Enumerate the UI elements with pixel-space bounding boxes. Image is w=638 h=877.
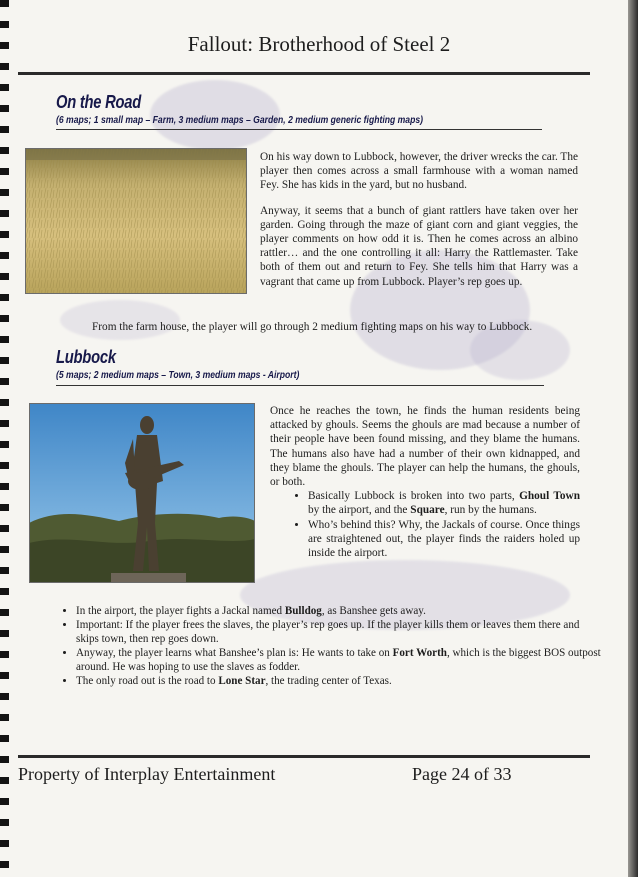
paragraph: Anyway, it seems that a bunch of giant rattlers have taken over her garden. Going through the maze of giant corn and giant veggies, the player comments on how odd it is. Then he comes across an albino rattler… and the one controlling it all: Harry the Rattlemaster. Take both of them out and return to Fey. She tells him that Harry was a vagrant that came up from Lubbock. Player’s rep goes up. xyxy=(260,204,578,288)
on-the-road-body xyxy=(260,150,578,300)
footer-rule xyxy=(18,755,590,758)
footer-page-number: Page 24 of 33 xyxy=(412,764,512,784)
list-item: • Anyway, the player learns what Banshee’s plan is: He wants to take on Fort Worth, which is the biggest BOS outpost around. He was hoping to use the slaves as fodder. xyxy=(76,646,602,674)
header-rule xyxy=(18,72,590,75)
list-item: • In the airport, the player fights a Jackal named Bulldog, as Banshee gets away. xyxy=(76,604,602,618)
page-header: Fallout: Brotherhood of Steel 2 xyxy=(187,32,451,56)
lubbock-body xyxy=(270,404,580,560)
on-the-road-closing: From the farm house, the player will go through 2 medium fighting maps on his way to Lubbock. xyxy=(92,321,533,333)
guitar-statue-photo xyxy=(29,403,255,583)
section-subtitle-on-the-road: (6 maps; 1 small map – Farm, 3 medium maps – Garden, 2 medium generic fighting maps) xyxy=(56,114,424,126)
list-item: • Who’s behind this? Why, the Jackals of course. Once things are straightened out, the player finds the raiders holed up inside the airport. xyxy=(308,518,580,561)
paragraph: Once he reaches the town, he finds the human residents being attacked by ghouls. Seems the ghouls are mad because a number of their people have been found missing, and they blame the humans. The humans also have had a number of their own kidnapped, and they blame the ghouls. The player can help the humans, the ghouls, or both. xyxy=(270,405,580,489)
list-item: • Important: If the player frees the slaves, the player’s rep goes up. If the player kills them or leaves them there and skips town, then rep goes down. xyxy=(76,618,602,646)
paragraph: On his way down to Lubbock, however, the driver wrecks the car. The player then comes across a small farmhouse with a woman named Fey. She has kids in the yard, but no husband. xyxy=(260,151,578,192)
footer-property: Property of Interplay Entertainment xyxy=(18,764,276,784)
section-title-on-the-road: On the Road xyxy=(56,92,142,112)
section-underline xyxy=(56,385,544,386)
spiral-binding xyxy=(0,0,9,877)
list-item: • The only road out is the road to Lone Star, the trading center of Texas. xyxy=(76,674,602,688)
section-subtitle-lubbock: (5 maps; 2 medium maps – Town, 3 medium maps - Airport) xyxy=(56,369,300,381)
list-item: • Basically Lubbock is broken into two parts, Ghoul Town by the airport, and the Square, run by the humans. xyxy=(308,489,580,517)
inner-bullet-list xyxy=(270,489,580,560)
page-edge-shadow xyxy=(628,0,638,877)
lubbock-bullet-list xyxy=(58,604,602,688)
section-title-lubbock: Lubbock xyxy=(56,347,116,367)
wheat-field-photo xyxy=(25,148,247,294)
section-underline xyxy=(56,129,542,130)
